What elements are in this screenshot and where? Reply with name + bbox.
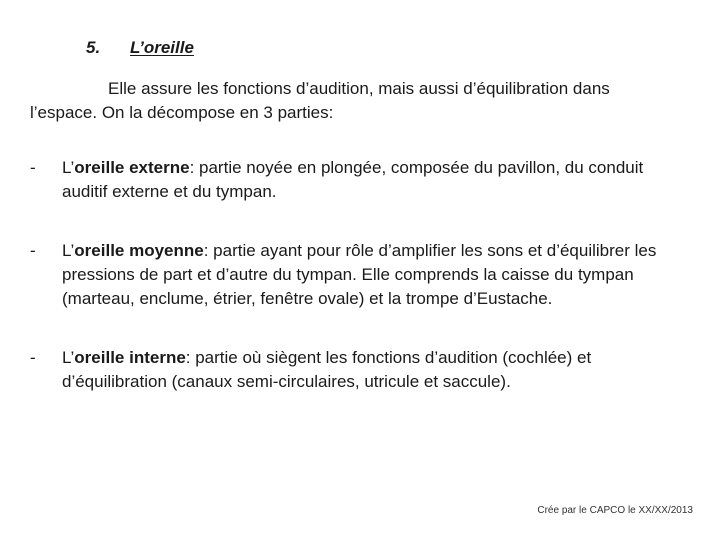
term: oreille externe (74, 158, 190, 177)
footer-credit: Crée par le CAPCO le XX/XX/2013 (537, 505, 693, 516)
list-item-middle-ear (30, 239, 690, 311)
intro-paragraph: Elle assure les fonctions d’audition, mais aussi d’équilibration dans l’espace. On la décompose en 3 parties: (30, 79, 610, 122)
term-prefix: L’ (62, 241, 75, 260)
bullet: - (30, 348, 36, 367)
bullet: - (30, 241, 36, 260)
list-item-text (62, 346, 690, 394)
section-number: 5. (86, 38, 101, 57)
list-item-text (62, 156, 690, 204)
term: oreille interne (74, 348, 186, 367)
list-item-inner-ear (30, 346, 690, 394)
term-prefix: L’ (62, 158, 75, 177)
list-item-text (62, 239, 690, 311)
term-prefix: L’ (62, 348, 75, 367)
term-description: : partie ayant pour rôle d’amplifier les sons et d’équilibrer les pressions de part et d’autre du tympan. Elle comprends la caisse du tympan (marteau, enclume, étrier, fenêtre ovale) et la trompe d’Eustache. (62, 241, 657, 308)
term-description: : partie noyée en plongée, composée du pavillon, du conduit auditif externe et du tympan. (62, 158, 644, 201)
term-description: : partie où siègent les fonctions d’audition (cochlée) et d’équilibration (canaux semi-circulaires, utricule et saccule). (62, 348, 592, 391)
section-title: L’oreille (130, 38, 194, 57)
bullet: - (30, 158, 36, 177)
list-item-outer-ear (30, 156, 690, 204)
section-heading (86, 38, 194, 58)
term: oreille moyenne (74, 241, 204, 260)
